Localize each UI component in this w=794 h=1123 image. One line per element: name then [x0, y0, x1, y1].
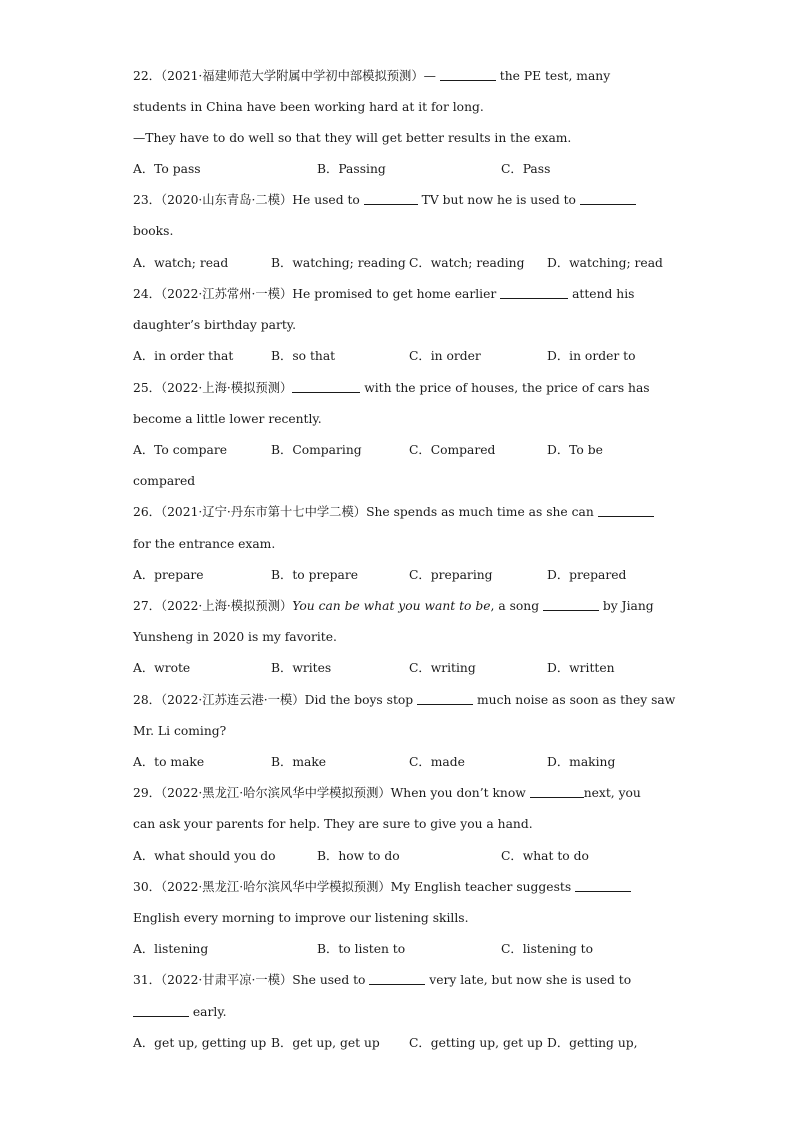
- question-31-line-2: early.: [133, 1003, 227, 1021]
- option-d: D．To be: [547, 443, 603, 457]
- song-title: You can be what you want to be: [292, 599, 491, 613]
- option-b: B．to prepare: [271, 568, 358, 582]
- option-c: C．Pass: [501, 162, 551, 176]
- option-b: B．watching; reading: [271, 256, 406, 270]
- option-d: D．making: [547, 755, 616, 769]
- option-a: A．in order that: [133, 349, 234, 363]
- option-c: C．writing: [409, 661, 476, 675]
- option-c: C．made: [409, 755, 465, 769]
- question-24-line-2: daughter’s birthday party.: [133, 318, 296, 332]
- option-a: A．To pass: [133, 162, 201, 176]
- answer-blank: [133, 1003, 189, 1017]
- answer-blank: [417, 691, 473, 705]
- option-a: A．listening: [133, 942, 209, 956]
- question-24-stem: 24．（2022·江苏常州·一模）He promised to get home earlier attend his: [133, 287, 635, 301]
- option-a: A．what should you do: [133, 849, 276, 863]
- option-b: B．to listen to: [317, 942, 406, 956]
- option-d: D．in order to: [547, 349, 636, 363]
- question-31-stem: 31．（2022·甘肃平凉·一模）She used to very late, but now she is used to: [133, 973, 632, 987]
- option-b: B．make: [271, 755, 327, 769]
- option-c: C．Compared: [409, 443, 496, 457]
- question-22-line-2: students in China have been working hard at it for long.: [133, 100, 484, 114]
- option-a: A．watch; read: [133, 256, 229, 270]
- question-23-line-2: books.: [133, 224, 174, 238]
- question-27-stem: 27．（2022·上海·模拟预测）You can be what you want to be, a song by Jiang: [133, 599, 654, 613]
- option-c: C．preparing: [409, 568, 493, 582]
- option-b: B．writes: [271, 661, 332, 675]
- option-b: B．get up, get up: [271, 1036, 380, 1050]
- option-c: C．watch; reading: [409, 256, 525, 270]
- option-a: A．get up, getting up: [133, 1036, 267, 1050]
- option-c: C．getting up, get up: [409, 1036, 543, 1050]
- option-b: B．how to do: [317, 849, 400, 863]
- option-a: A．To compare: [133, 443, 228, 457]
- answer-blank: [292, 379, 360, 393]
- option-d: D．prepared: [547, 568, 627, 582]
- question-22-line-3: —They have to do well so that they will get better results in the exam.: [133, 131, 572, 145]
- answer-blank: [500, 285, 568, 299]
- question-29-stem: 29．（2022·黑龙江·哈尔滨风华中学模拟预测）When you don’t know next, you: [133, 786, 641, 800]
- question-23-stem: 23．（2020·山东青岛·二模）He used to TV but now he is used to: [133, 191, 636, 209]
- question-28-stem: 28．（2022·江苏连云港·一模）Did the boys stop much noise as soon as they saw: [133, 693, 676, 707]
- question-30-stem: 30．（2022·黑龙江·哈尔滨风华中学模拟预测）My English teacher suggests: [133, 878, 631, 896]
- option-c: C．listening to: [501, 942, 593, 956]
- question-27-line-2: Yunsheng in 2020 is my favorite.: [133, 630, 337, 644]
- question-28-line-2: Mr. Li coming?: [133, 724, 227, 738]
- question-30-line-2: English every morning to improve our listening skills.: [133, 911, 469, 925]
- question-26-stem: 26．（2021·辽宁·丹东市第十七中学二模）She spends as much time as she can: [133, 503, 654, 521]
- question-25-line-2: become a little lower recently.: [133, 412, 322, 426]
- option-b: B．so that: [271, 349, 336, 363]
- question-22-stem: 22．（2021·福建师范大学附属中学初中部模拟预测）— the PE test, many: [133, 69, 611, 83]
- option-c: C．what to do: [501, 849, 589, 863]
- answer-blank: [580, 191, 636, 205]
- question-26-line-2: for the entrance exam.: [133, 537, 276, 551]
- option-d: D．watching; read: [547, 256, 663, 270]
- option-a: A．prepare: [133, 568, 204, 582]
- answer-blank: [364, 191, 418, 205]
- answer-blank: [575, 878, 631, 892]
- option-a: A．to make: [133, 755, 205, 769]
- answer-blank: [530, 784, 584, 798]
- option-a: A．wrote: [133, 661, 191, 675]
- question-25-option-d-wrap: compared: [133, 474, 196, 488]
- question-25-stem: 25．（2022·上海·模拟预测） with the price of houses, the price of cars has: [133, 381, 650, 395]
- option-b: B．Comparing: [271, 443, 362, 457]
- option-d: D．getting up,: [547, 1036, 638, 1050]
- answer-blank: [369, 971, 425, 985]
- answer-blank: [440, 67, 496, 81]
- option-d: D．written: [547, 661, 615, 675]
- answer-blank: [598, 503, 654, 517]
- option-b: B．Passing: [317, 162, 386, 176]
- question-29-line-2: can ask your parents for help. They are sure to give you a hand.: [133, 817, 533, 831]
- answer-blank: [543, 597, 599, 611]
- option-c: C．in order: [409, 349, 481, 363]
